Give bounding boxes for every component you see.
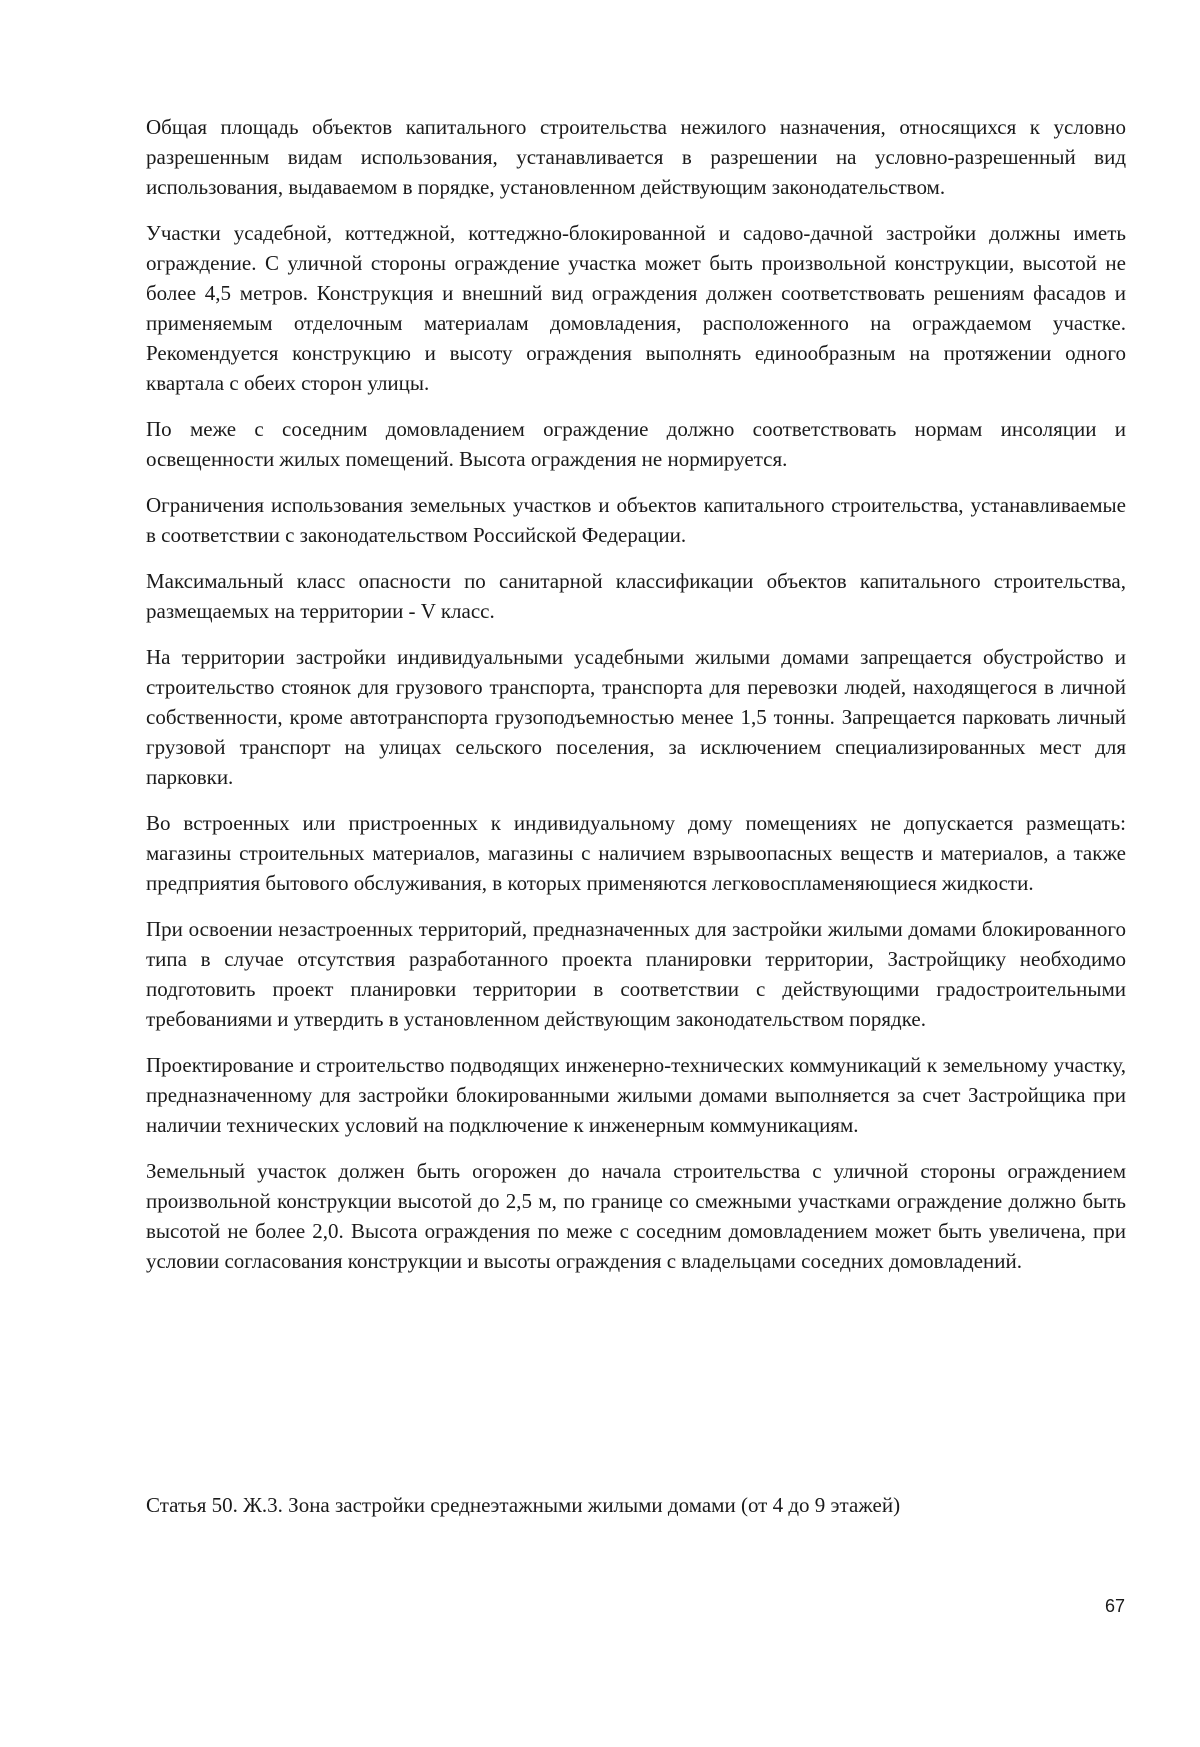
paragraph: Земельный участок должен быть огорожен до начала строительства с уличной стороны ограждением произвольной конструкции высотой до 2,5 м, по границе со смежными участками ограждение должно быть высотой не более 2,0. Высота ограждения по меже с соседним домовладением может быть увеличена, при условии согласования конструкции и высоты ограждения с владельцами соседних домовладений. xyxy=(146,1159,1126,1273)
page-number: 67 xyxy=(1104,1596,1125,1616)
paragraph: Участки усадебной, коттеджной, коттеджно-блокированной и садово-дачной застройки должны иметь ограждение. С уличной стороны ограждение участка может быть произвольной конструкции, высотой не более 4,5 метров. Конструкция и внешний вид ограждения должен соответствовать решениям фасадов и применяемым отделочным материалам домовладения, расположенного на ограждаемом участке. Рекомендуется конструкцию и высоту ограждения выполнять единообразным на протяжении одного квартала с обеих сторон улицы. xyxy=(146,221,1126,395)
paragraph: Проектирование и строительство подводящих инженерно-технических коммуникаций к земельному участку, предназначенному для застройки блокированными жилыми домами выполняется за счет Застройщика при наличии технических условий на подключение к инженерным коммуникациям. xyxy=(146,1053,1126,1137)
document-body xyxy=(146,112,1126,1292)
article-heading: Статья 50. Ж.3. Зона застройки среднеэтажными жилыми домами (от 4 до 9 этажей) xyxy=(146,1493,901,1517)
paragraph: Во встроенных или пристроенных к индивидуальному дому помещениях не допускается размещать: магазины строительных материалов, магазины с наличием взрывоопасных веществ и материалов, а также предприятия бытового обслуживания, в которых применяются легковоспламеняющиеся жидкости. xyxy=(146,811,1126,895)
paragraph: Ограничения использования земельных участков и объектов капитального строительства, устанавливаемые в соответствии с законодательством Российской Федерации. xyxy=(146,493,1126,547)
paragraph: При освоении незастроенных территорий, предназначенных для застройки жилыми домами блокированного типа в случае отсутствия разработанного проекта планировки территории, Застройщику необходимо подготовить проект планировки территории в соответствии с действующими градостроительными требованиями и утвердить в установленном действующим законодательством порядке. xyxy=(146,917,1126,1031)
paragraph: Максимальный класс опасности по санитарной классификации объектов капитального строительства, размещаемых на территории - V класс. xyxy=(146,569,1126,623)
paragraph: Общая площадь объектов капитального строительства нежилого назначения, относящихся к условно разрешенным видам использования, устанавливается в разрешении на условно-разрешенный вид использования, выдаваемом в порядке, установленном действующим законодательством. xyxy=(146,115,1126,199)
paragraph: На территории застройки индивидуальными усадебными жилыми домами запрещается обустройство и строительство стоянок для грузового транспорта, транспорта для перевозки людей, находящегося в личной собственности, кроме автотранспорта грузоподъемностью менее 1,5 тонны. Запрещается парковать личный грузовой транспорт на улицах сельского поселения, за исключением специализированных мест для парковки. xyxy=(146,645,1126,789)
paragraph: По меже с соседним домовладением ограждение должно соответствовать нормам инсоляции и освещенности жилых помещений. Высота ограждения не нормируется. xyxy=(146,417,1126,471)
